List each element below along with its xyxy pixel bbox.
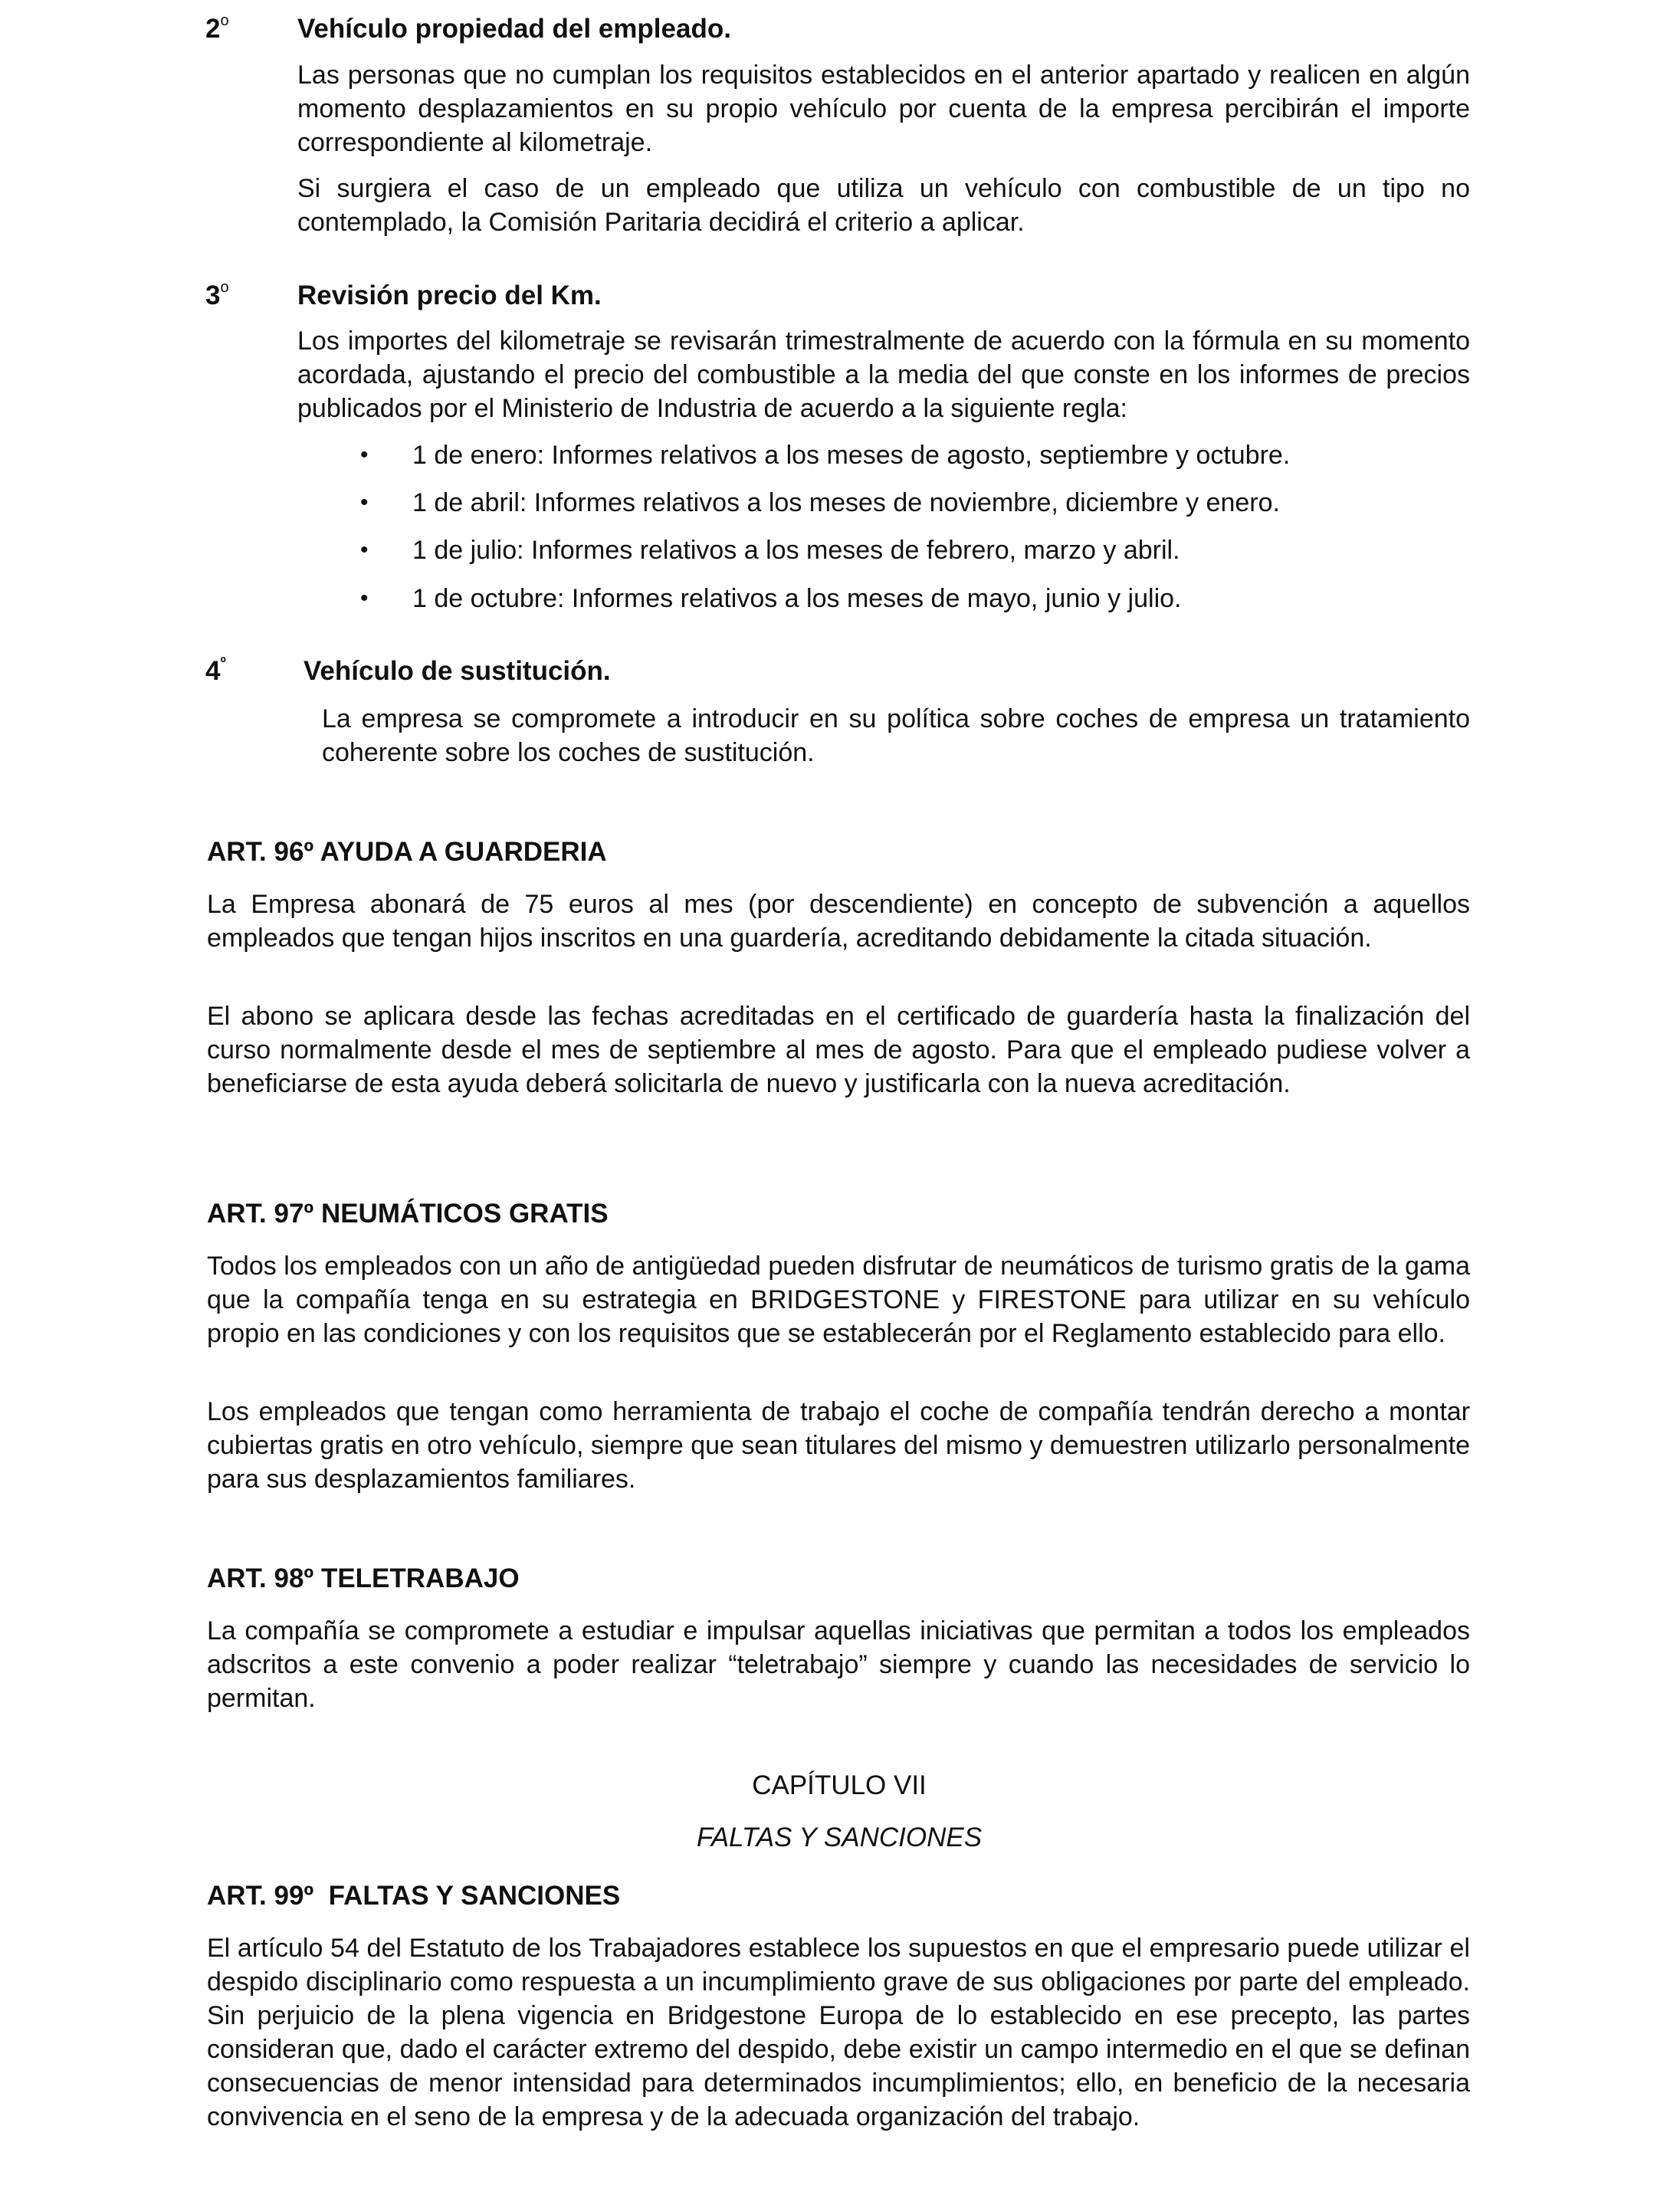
bullet-text: 1 de octubre: Informes relativos a los meses de mayo, junio y julio. bbox=[412, 584, 1182, 613]
section-2-paragraph-2: Si surgiera el caso de un empleado que utiliza un vehículo con combustible de un tipo no contemplado, la Comisión Paritaria decidirá el criterio a aplicar. bbox=[297, 174, 1470, 237]
section-4-title: Vehículo de sustitución. bbox=[304, 656, 611, 686]
section-2-number: 2$^o$ bbox=[205, 12, 229, 44]
bullet-dot-icon: • bbox=[360, 490, 369, 515]
section-4-paragraph-1: La empresa se compromete a introducir en su política sobre coches de empresa un tratamiento coherente sobre los coches de sustitución. bbox=[322, 704, 1470, 767]
article-96-paragraph-2: El abono se aplicara desde las fechas acreditadas en el certificado de guardería hasta la finalización del curso normalmente desde el mes de septiembre al mes de agosto. Para que el empleado pudiese volver a beneficiarse de esta ayuda deberá solicitarla de nuevo y justificarla con la nueva acreditación. bbox=[207, 1002, 1470, 1098]
bullet-text: 1 de julio: Informes relativos a los meses de febrero, marzo y abril. bbox=[412, 536, 1180, 565]
section-4-number: $4^º$ bbox=[205, 655, 226, 686]
article-98-title: ART. 98º TELETRABAJO bbox=[207, 1563, 520, 1593]
article-99-paragraph-1: El artículo 54 del Estatuto de los Trabajadores establece los supuestos en que el empresario puede utilizar el despido disciplinario como respuesta a un incumplimiento grave de sus obligaciones por parte del empleado. Sin perjuicio de la plena vigencia en Bridgestone Europa de lo establecido en ese precepto, las partes consideran que, dado el carácter extremo del despido, debe existir un campo intermedio en el que se definan consecuencias de menor intensidad para determinados incumplimientos; ello, en beneficio de la necesaria convivencia en el seno de la empresa y de la adecuada organización del trabajo. bbox=[207, 1934, 1470, 2131]
section-3-number: 3$^o$ bbox=[205, 279, 229, 310]
bullet-dot-icon: • bbox=[360, 537, 369, 563]
article-97-paragraph-1: Todos los empleados con un año de antigüedad pueden disfrutar de neumáticos de turismo gratis de la gama que la compañía tenga en su estrategia en BRIDGESTONE y FIRESTONE para utilizar en su vehículo propio en las condiciones y con los requisitos que se establecerán por el Reglamento establecido para ello. bbox=[207, 1252, 1470, 1348]
chapter-subtitle: FALTAS Y SANCIONES bbox=[696, 1823, 983, 1852]
bullet-text: 1 de enero: Informes relativos a los meses de agosto, septiembre y octubre. bbox=[412, 441, 1291, 470]
section-2-paragraph-1: Las personas que no cumplan los requisitos establecidos en el anterior apartado y realicen en algún momento desplazamientos en su propio vehículo por cuenta de la empresa percibirán el importe correspondiente al kilometraje. bbox=[297, 61, 1470, 157]
bullet-text: 1 de abril: Informes relativos a los meses de noviembre, diciembre y enero. bbox=[412, 488, 1280, 517]
section-2-title: Vehículo propiedad del empleado. bbox=[297, 14, 731, 44]
bullet-dot-icon: • bbox=[360, 442, 369, 468]
article-99-title: ART. 99º FALTAS Y SANCIONES bbox=[207, 1881, 621, 1911]
article-97-paragraph-2: Los empleados que tengan como herramienta de trabajo el coche de compañía tendrán derecho a montar cubiertas gratis en otro vehículo, siempre que sean titulares del mismo y demuestren utilizarlo personalmente para sus desplazamientos familiares. bbox=[207, 1397, 1470, 1494]
section-3-title: Revisión precio del Km. bbox=[297, 281, 602, 310]
section-3-paragraph-1: Los importes del kilometraje se revisarán trimestralmente de acuerdo con la fórmula en su momento acordada, ajustando el precio del combustible a la media del que conste en los informes de precios publicados por el Ministerio de Industria de acuerdo a la siguiente regla: bbox=[297, 326, 1470, 423]
chapter-heading: CAPÍTULO VII bbox=[752, 1770, 927, 1800]
bullet-dot-icon: • bbox=[360, 586, 369, 611]
article-97-title: ART. 97º NEUMÁTICOS GRATIS bbox=[207, 1199, 609, 1229]
article-98-paragraph-1: La compañía se compromete a estudiar e impulsar aquellas iniciativas que permitan a todos los empleados adscritos a este convenio a poder realizar “teletrabajo” siempre y cuando las necesidades de servicio lo permitan. bbox=[207, 1616, 1470, 1713]
article-96-title: ART. 96º AYUDA A GUARDERIA bbox=[207, 837, 607, 867]
article-96-paragraph-1: La Empresa abonará de 75 euros al mes (por descendiente) en concepto de subvención a aquellos empleados que tengan hijos inscritos en una guardería, acreditando debidamente la citada situación. bbox=[207, 890, 1470, 953]
